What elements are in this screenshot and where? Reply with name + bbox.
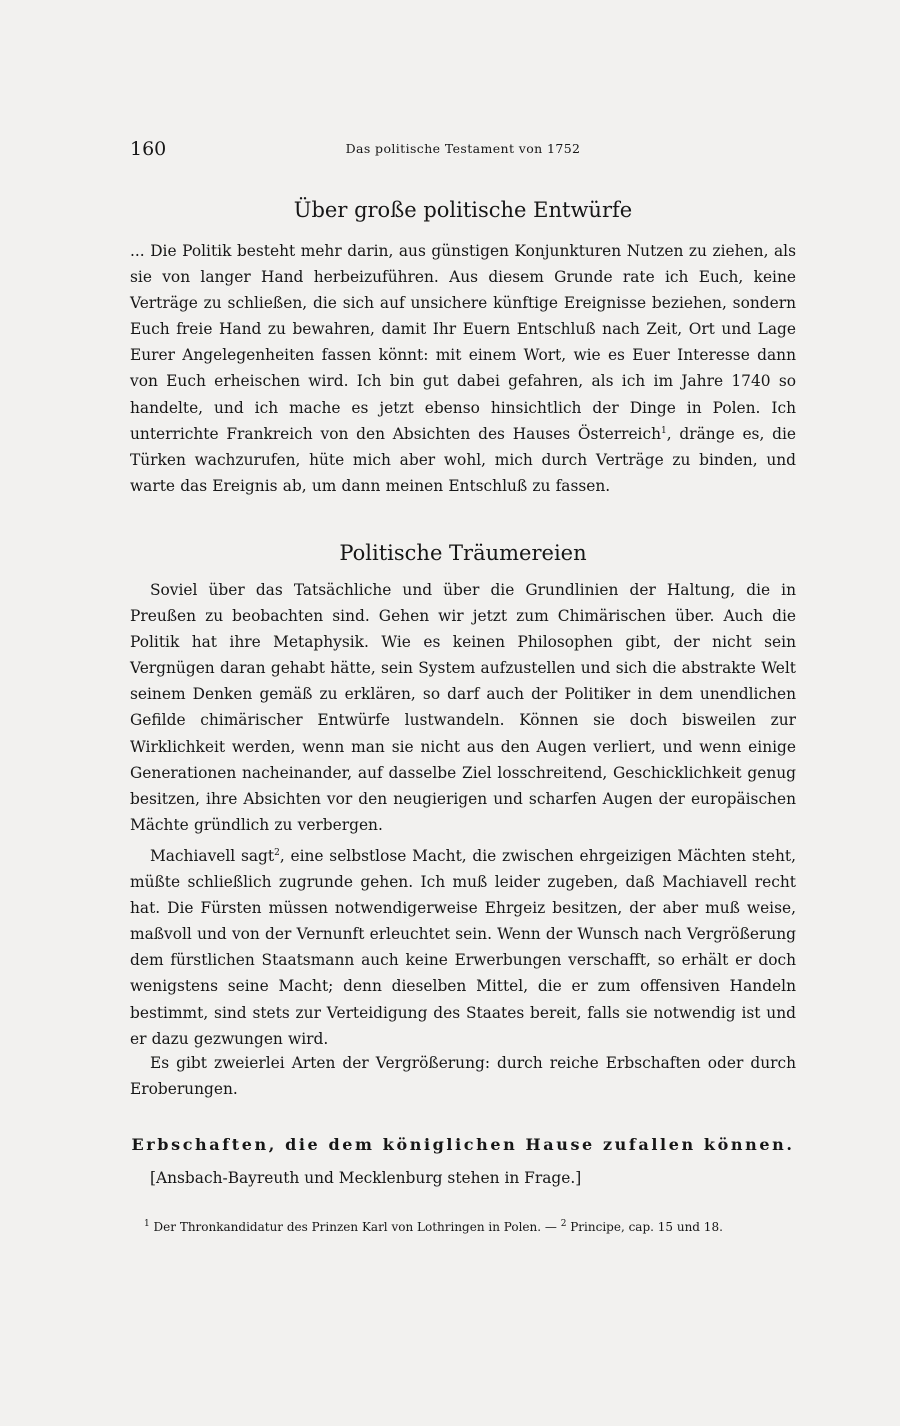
paragraph-text: ... Die Politik besteht mehr darin, aus günstigen Konjunkturen Nutzen zu ziehen, als sie von langer Hand herbeizuführen. Aus diesem Grunde rate ich Euch, keine Verträge zu schließen, die sich auf unsichere künftige Ereignisse beziehen, sondern Euch freie Hand zu bewahren, damit Ihr Euern Entschluß nach Zeit, Ort und Lage Eurer Angelegenheiten fassen könnt: mit einem Wort, wie es Euer Interesse dann von Euch erheischen wird. Ich bin gut dabei gefahren, als ich im Jahre 1740 so handelte, und ich mache es jetzt ebenso hinsichtlich der Dinge in Polen. Ich unterrichte Frankreich von den Absichten des Hauses Österreich [130,242,796,443]
footnotes [144,1220,804,1234]
footnote-marker-1: 1 [144,1219,150,1229]
page-number: 160 [130,138,167,160]
running-head [130,138,796,164]
running-title: Das politische Testament von 1752 [345,141,581,156]
footnote-marker-2: 2 [560,1219,567,1229]
paragraph-text: , eine selbstlose Macht, die zwischen ehrgeizigen Mächten steht, müßte schließlich zugrunde gehen. Ich muß leider zugeben, daß Machiavell recht hat. Die Fürsten müssen notwendigerweise Ehrgeiz besitzen, der aber muß weise, maßvoll und von der Vernunft erleuchtet sein. Wenn der Wunsch nach Vergrößerung dem fürstlichen Staatsmann auch keine Erwerbungen verschafft, so erhält er doch wenigstens seine Macht; denn dieselben Mittel, die er zum offensiven Handeln bestimmt, sind stets zur Verteidigung des Staates bereit, falls sie notwendig ist und er dazu gezwungen wird. [130,847,797,1048]
paragraph-reveries-2 [130,843,796,1052]
paragraph-text: , dränge es, die Türken wachzurufen, hüte mich aber wohl, mich durch Verträge zu binden, und warte das Ereignis ab, um dann meinen Entschluß zu fassen. [130,424,797,495]
paragraph-reveries-3: Es gibt zweierlei Arten der Vergrößerung: durch reiche Erbschaften oder durch Eroberungen. [130,1054,796,1099]
paragraph-reveries-1: Soviel über das Tatsächliche und über die Grundlinien der Haltung, die in Preußen zu beobachten sind. Gehen wir jetzt zum Chimärischen über. Auch die Politik hat ihre Metaphysik. Wie es keinen Philosophen gibt, der nicht sein Vergnügen daran gehabt hätte, sein System aufzustellen und sich die abstrakte Welt seinem Denken gemäß zu erklären, so darf auch der Politiker in dem unendlichen Gefilde chimärischer Entwürfe lustwandeln. Können sie doch bisweilen zur Wirklichkeit werden, wenn man sie nicht aus den Augen verliert, und wenn einige Generationen nacheinander, auf dasselbe Ziel losschreitend, Geschicklichkeit genug besitzen, ihre Absichten vor den neugierigen und scharfen Augen der europäischen Mächte gründlich zu verbergen. [130,581,796,834]
footnote-text-2: Principe, cap. 15 und 18. [566,1220,723,1234]
section-heading-reveries: Politische Träumereien [339,541,587,565]
footnote-text-1: Der Thronkandidatur des Prinzen Karl von Lothringen in Polen. — [149,1220,561,1234]
section-heading-grand-designs: Über große politische Entwürfe [293,198,633,222]
bracketed-editorial-note: [Ansbach-Bayreuth und Mecklenburg stehen in Frage.] [150,1169,582,1187]
footnote-ref-2: 2 [274,847,280,858]
footnote-ref-1: 1 [661,425,667,436]
paragraph-text: Machiavell sagt [150,847,275,865]
paragraph-grand-designs [130,238,796,499]
subheading-inheritances: Erbschaften, die dem königlichen Hause zufallen können. [131,1135,795,1154]
